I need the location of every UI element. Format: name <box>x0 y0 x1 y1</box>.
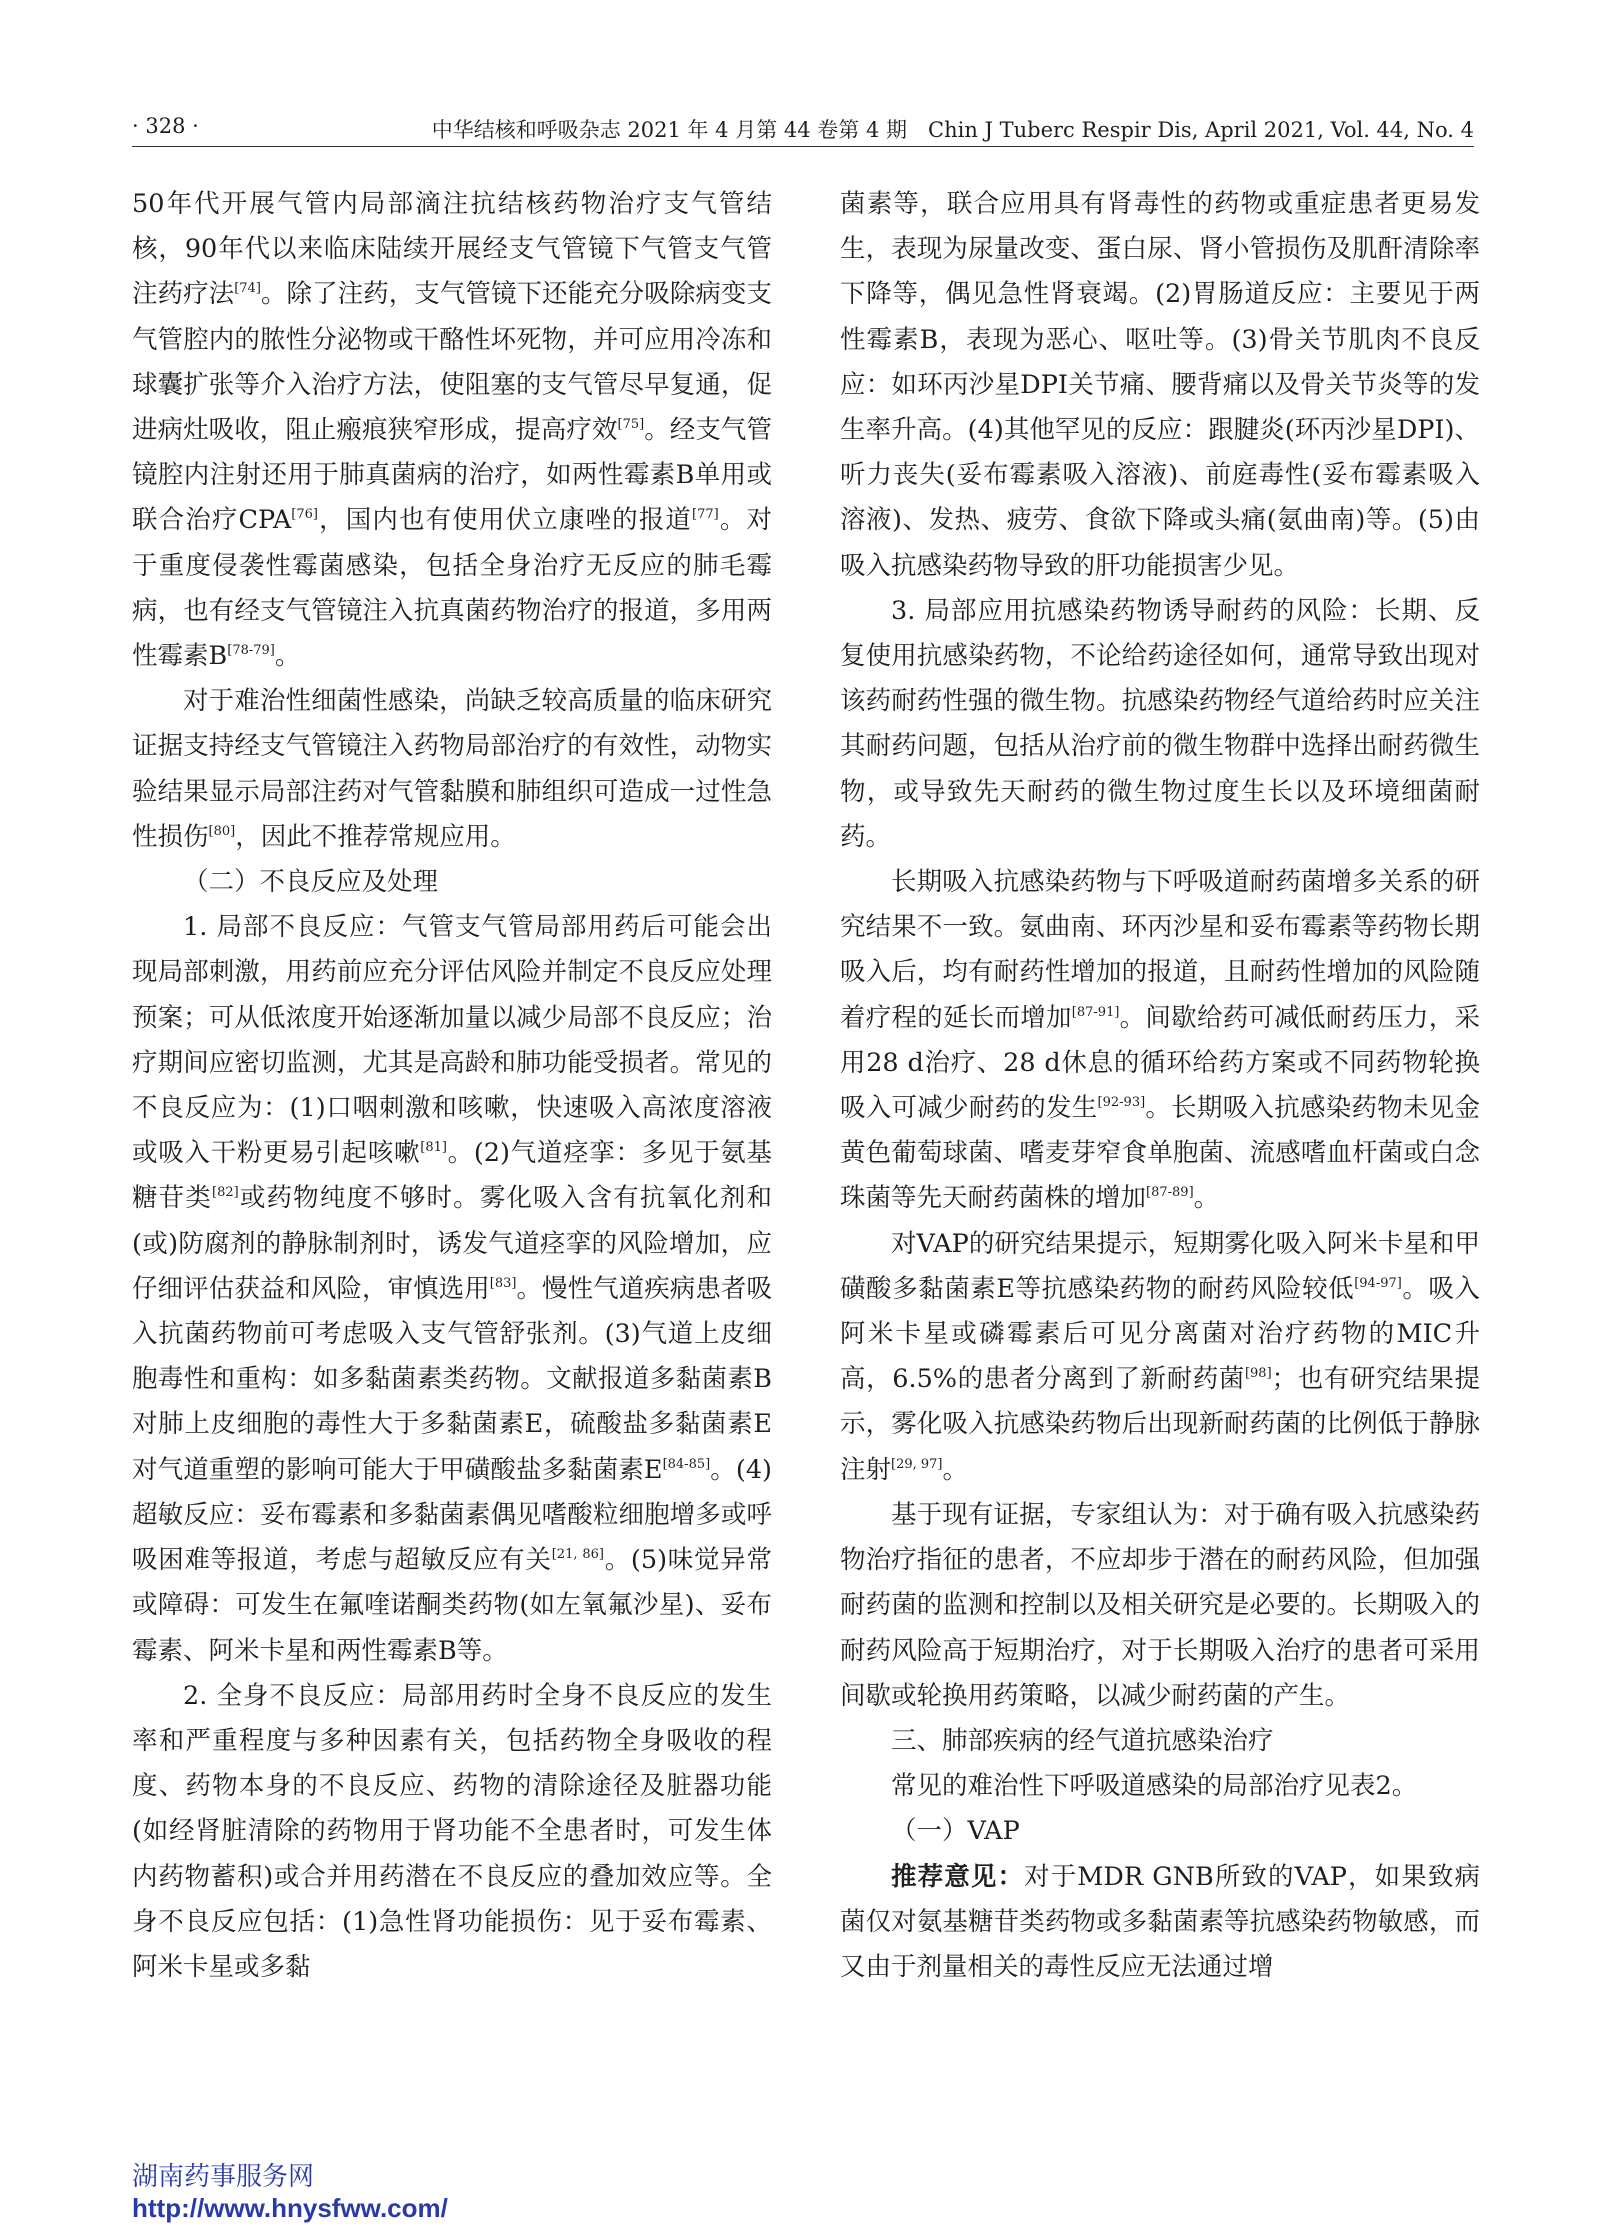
citation-ref[interactable]: [83] <box>489 1275 517 1291</box>
recommendation-label: 推荐意见： <box>891 1861 1025 1892</box>
page-number: · 328 · <box>132 114 199 138</box>
paragraph: 菌素等，联合应用具有肾毒性的药物或重症患者更易发生，表现为尿量改变、蛋白尿、肾小管损伤及肌酐清除率下降等，偶见急性肾衰竭。(2)胃肠道反应：主要见于两性霉素B，表现为恶心、呕吐等。(3)骨关节肌肉不良反应：如环丙沙星DPI关节痛、腰背痛以及骨关节炎等的发生率升高。(4)其他罕见的反应：跟腱炎(环丙沙星DPI)、听力丧失(妥布霉素吸入溶液)、前庭毒性(妥布霉素吸入溶液)、发热、疲劳、食欲下降或头痛(氨曲南)等。(5)由吸入抗感染药物导致的肝功能损害少见。 <box>840 189 1480 581</box>
header-rule <box>132 146 1474 147</box>
watermark-name: 湖南药事服务网 <box>132 2161 315 2191</box>
journal-citation: 中华结核和呼吸杂志 2021 年 4 月第 44 卷第 4 期 Chin J Tuberc Respir Dis, April 2021, Vol. 44, No. 4 <box>431 118 1474 142</box>
citation-ref[interactable]: [77] <box>692 507 719 523</box>
page-header <box>132 108 1474 148</box>
right-column <box>840 182 1480 1990</box>
watermark <box>132 2160 448 2224</box>
citation-ref[interactable]: [76] <box>291 507 318 523</box>
section-heading: （一）VAP <box>891 1816 1020 1847</box>
citation-ref[interactable]: [92-93] <box>1097 1095 1146 1111</box>
paragraph: 长期吸入抗感染药物与下呼吸道耐药菌增多关系的研究结果不一致。氨曲南、环丙沙星和妥布霉素等药物长期吸入后，均有耐药性增加的报道，且耐药性增加的风险随着疗程的延长而增加[87-91]。间歇给药可减低耐药压力，采用28 d治疗、28 d休息的循环给药方案或不同药物轮换吸入可减少耐药的发生[92-93]。长期吸入抗感染药物未见金黄色葡萄球菌、嗜麦芽窄食单胞菌、流感嗜血杆菌或白念珠菌等先天耐药菌株的增加[87-89]。 <box>840 867 1480 1214</box>
paragraph: 1. 局部不良反应：气管支气管局部用药后可能会出现局部刺激，用药前应充分评估风险并制定不良反应处理预案；可从低浓度开始逐渐加量以减少局部不良反应；治疗期间应密切监测，尤其是高龄和肺功能受损者。常见的不良反应为：(1)口咽刺激和咳嗽，快速吸入高浓度溶液或吸入干粉更易引起咳嗽[81]。(2)气道痉挛：多见于氨基糖苷类[82]或药物纯度不够时。雾化吸入含有抗氧化剂和(或)防腐剂的静脉制剂时，诱发气道痉挛的风险增加，应仔细评估获益和风险，审慎选用[83]。慢性气道疾病患者吸入抗菌药物前可考虑吸入支气管舒张剂。(3)气道上皮细胞毒性和重构：如多黏菌素类药物。文献报道多黏菌素B对肺上皮细胞的毒性大于多黏菌素E，硫酸盐多黏菌素E对气道重塑的影响可能大于甲磺酸盐多黏菌素E[84-85]。(4)超敏反应：妥布霉素和多黏菌素偶见嗜酸粒细胞增多或呼吸困难等报道，考虑与超敏反应有关[21, 86]。(5)味觉异常或障碍：可发生在氟喹诺酮类药物(如左氧氟沙星)、妥布霉素、阿米卡星和两性霉素B等。 <box>132 912 773 1666</box>
paragraph: 对于难治性细菌性感染，尚缺乏较高质量的临床研究证据支持经支气管镜注入药物局部治疗的有效性，动物实验结果显示局部注药对气管黏膜和肺组织可造成一过性急性损伤[80]，因此不推荐常规应用。 <box>132 686 772 852</box>
paragraph: 2. 全身不良反应：局部用药时全身不良反应的发生率和严重程度与多种因素有关，包括药物全身吸收的程度、药物本身的不良反应、药物的清除途径及脏器功能(如经肾脏清除的药物用于肾功能不全患者时，可发生体内药物蓄积)或合并用药潜在不良反应的叠加效应等。全身不良反应包括：(1)急性肾功能损伤：见于妥布霉素、阿米卡星或多黏 <box>132 1680 772 1982</box>
citation-ref[interactable]: [78-79] <box>227 643 275 659</box>
citation-ref[interactable]: [87-91] <box>1071 1004 1120 1020</box>
citation-ref[interactable]: [94-97] <box>1354 1275 1402 1291</box>
citation-ref[interactable]: [82] <box>212 1185 239 1201</box>
paragraph: 对VAP的研究结果提示，短期雾化吸入阿米卡星和甲磺酸多黏菌素E等抗感染药物的耐药风险较低[94-97]。吸入阿米卡星或磷霉素后可见分离菌对治疗药物的MIC升高，6.5%的患者分离到了新耐药菌[98]；也有研究结果提示，雾化吸入抗感染药物后出现新耐药菌的比例低于静脉注射[29, 97]。 <box>840 1228 1480 1485</box>
citation-ref[interactable]: [29, 97] <box>891 1456 943 1472</box>
citation-ref[interactable]: [74] <box>234 281 261 297</box>
citation-ref[interactable]: [98] <box>1244 1366 1272 1382</box>
citation-ref[interactable]: [84-85] <box>662 1456 711 1472</box>
citation-ref[interactable]: [81] <box>420 1140 447 1156</box>
section-heading: 三、肺部疾病的经气道抗感染治疗 <box>891 1725 1274 1756</box>
paragraph: 基于现有证据，专家组认为：对于确有吸入抗感染药物治疗指征的患者，不应却步于潜在的耐药风险，但加强耐药菌的监测和控制以及相关研究是必要的。长期吸入的耐药风险高于短期治疗，对于长期吸入治疗的患者可采用间歇或轮换用药策略，以减少耐药菌的产生。 <box>840 1499 1480 1711</box>
section-heading: （二）不良反应及处理 <box>183 867 439 898</box>
citation-ref[interactable]: [87-89] <box>1146 1185 1194 1201</box>
left-column <box>132 182 772 1990</box>
paragraph: 50年代开展气管内局部滴注抗结核药物治疗支气管结核，90年代以来临床陆续开展经支气管镜下气管支气管注药疗法[74]。除了注药，支气管镜下还能充分吸除病变支气管腔内的脓性分泌物或干酪性坏死物，并可应用冷冻和球囊扩张等介入治疗方法，使阻塞的支气管尽早复通，促进病灶吸收，阻止瘢痕狭窄形成，提高疗效[75]。经支气管镜腔内注射还用于肺真菌病的治疗，如两性霉素B单用或联合治疗CPA[76]，国内也有使用伏立康唑的报道[77]。对于重度侵袭性霉菌感染，包括全身治疗无反应的肺毛霉病，也有经支气管镜注入抗真菌药物治疗的报道，多用两性霉素B[78-79]。 <box>132 189 772 672</box>
watermark-url[interactable]: http://www.hnysfww.com/ <box>132 2193 448 2223</box>
citation-ref[interactable]: [80] <box>208 823 236 839</box>
citation-ref[interactable]: [75] <box>617 417 645 433</box>
paragraph: 推荐意见：对于MDR GNB所致的VAP，如果致病菌仅对氨基糖苷类药物或多黏菌素等抗感染药物敏感，而又由于剂量相关的毒性反应无法通过增 <box>840 1861 1480 1982</box>
citation-ref[interactable]: [21, 86] <box>551 1547 604 1563</box>
paragraph: 常见的难治性下呼吸道感染的局部治疗见表2。 <box>891 1771 1418 1802</box>
paragraph: 3. 局部应用抗感染药物诱导耐药的风险：长期、反复使用抗感染药物，不论给药途径如何，通常导致出现对该药耐药性强的微生物。抗感染药物经气道给药时应关注其耐药问题，包括从治疗前的微生物群中选择出耐药微生物，或导致先天耐药的微生物过度生长以及环境细菌耐药。 <box>840 595 1480 852</box>
